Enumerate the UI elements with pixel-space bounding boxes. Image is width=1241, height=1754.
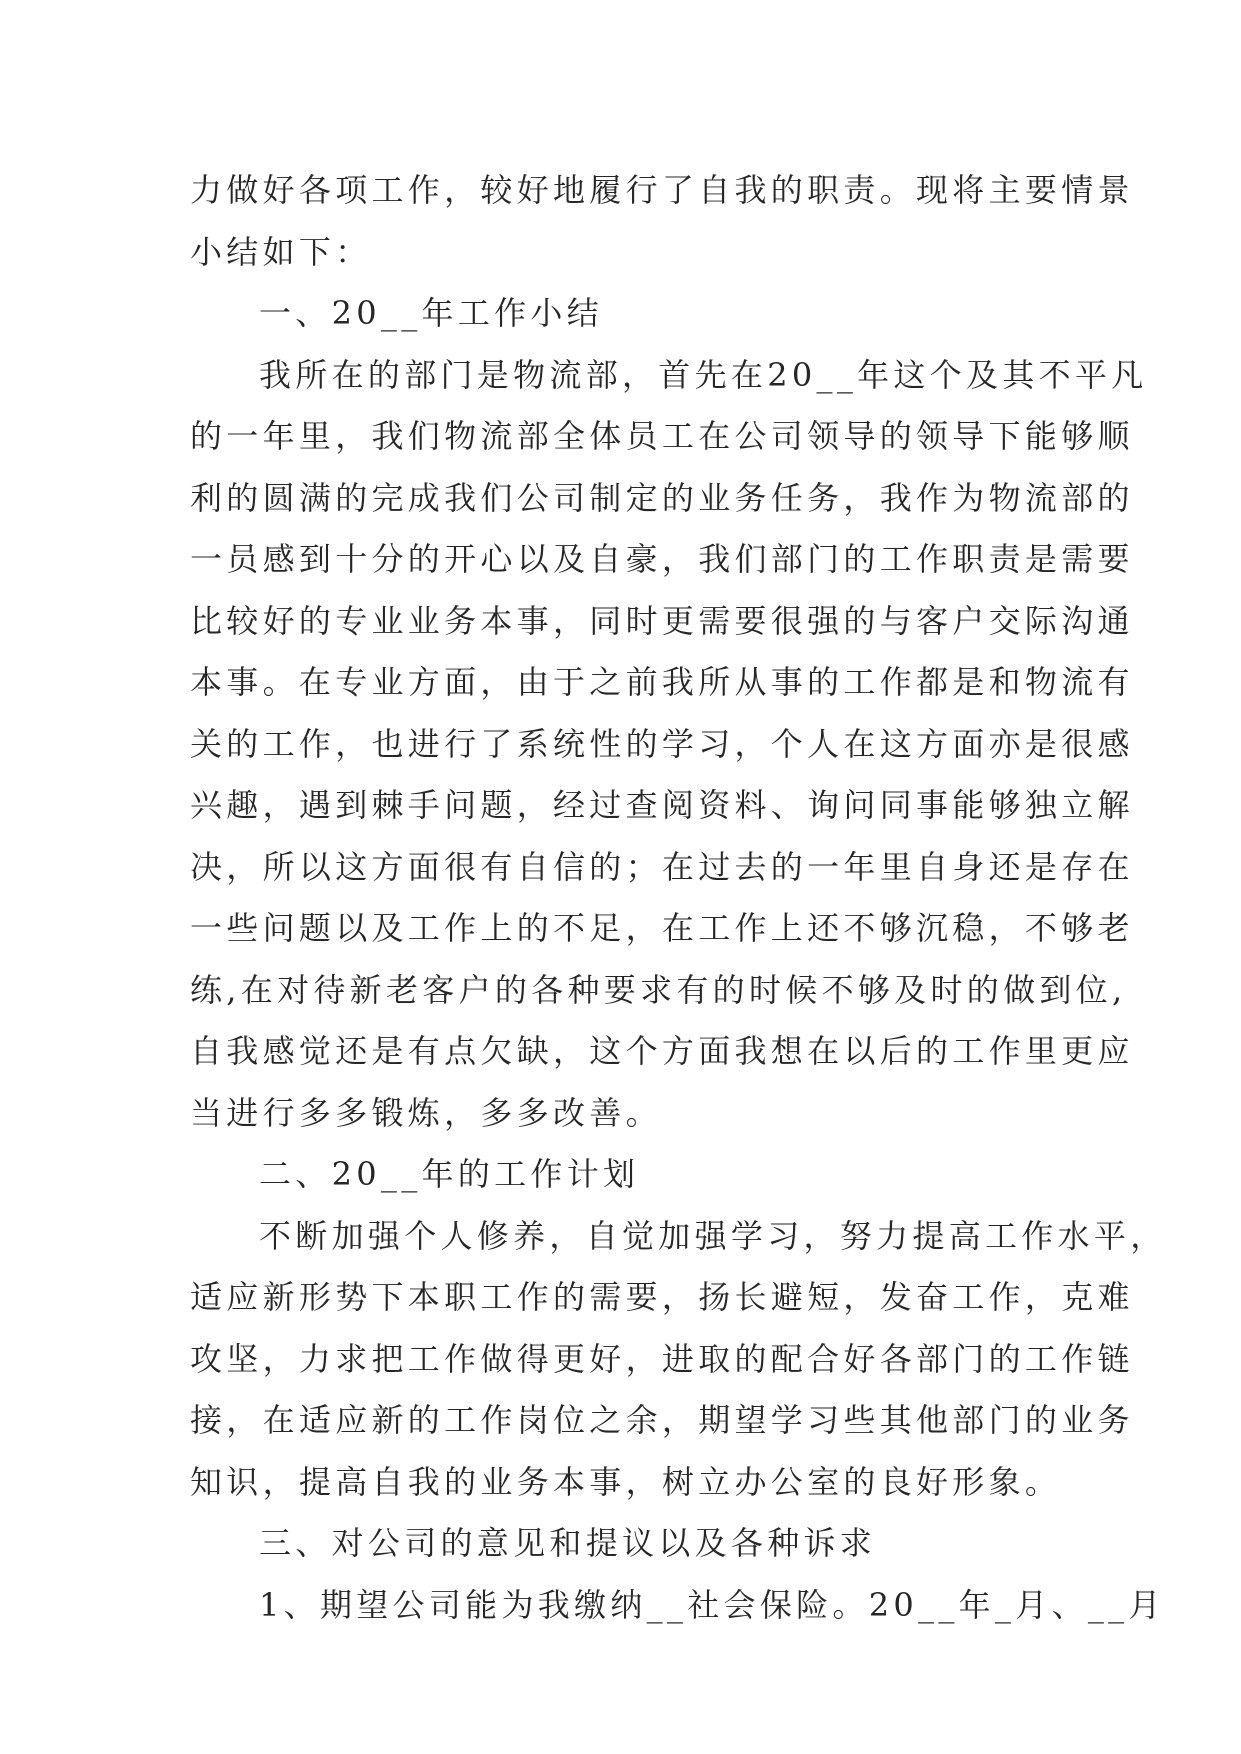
- section-heading-2: 二、20__年的工作计划: [259, 1155, 640, 1193]
- text-line-4: 我所在的部门是物流部，首先在20__年这个及其不平凡: [259, 355, 1148, 394]
- text-line-2: 小结如下：: [190, 232, 372, 271]
- text-line-11: 兴趣，遇到棘手问题，经过查阅资料、询问同事能够独立解: [190, 786, 1134, 824]
- text-line-24: 1、期望公司能为我缴纳__社会保险。20__年_月、__月: [259, 1585, 1165, 1624]
- section-heading-1: 一、20__年工作小结: [259, 294, 604, 332]
- text-line-20: 攻坚，力求把工作做得更好，进取的配合好各部门的工作链: [190, 1339, 1134, 1378]
- text-line-18: 不断加强个人修养，自觉加强学习，努力提高工作水平，: [259, 1216, 1167, 1255]
- text-line-16: 当进行多多锻炼，多多改善。: [190, 1093, 662, 1132]
- text-line-21: 接，在适应新的工作岗位之余，期望学习些其他部门的业务: [190, 1401, 1134, 1439]
- text-line-5: 的一年里，我们物流部全体员工在公司领导的领导下能够顺: [190, 417, 1134, 455]
- text-line-19: 适应新形势下本职工作的需要，扬长避短，发奋工作，克难: [190, 1278, 1134, 1316]
- section-heading-3: 三、对公司的意见和提议以及各种诉求: [259, 1524, 877, 1562]
- text-line-15: 自我感觉还是有点欠缺，这个方面我想在以后的工作里更应: [190, 1032, 1134, 1070]
- text-line-8: 比较好的专业业务本事，同时更需要很强的与客户交际沟通: [190, 601, 1134, 640]
- text-line-9: 本事。在专业方面，由于之前我所从事的工作都是和物流有: [190, 663, 1134, 701]
- text-line-13: 一些问题以及工作上的不足，在工作上还不够沉稳，不够老: [190, 909, 1134, 947]
- text-line-14: 练,在对待新老客户的各种要求有的时候不够及时的做到位,: [190, 970, 1127, 1009]
- document-body: [190, 160, 1167, 1636]
- text-line-12: 决，所以这方面很有自信的；在过去的一年里自身还是存在: [190, 847, 1134, 886]
- text-line-6: 利的圆满的完成我们公司制定的业务任务，我作为物流部的: [190, 478, 1134, 517]
- text-line-7: 一员感到十分的开心以及自豪，我们部门的工作职责是需要: [190, 540, 1134, 578]
- text-line-1: 力做好各项工作，较好地履行了自我的职责。现将主要情景: [190, 171, 1134, 209]
- text-line-22: 知识，提高自我的业务本事，树立办公室的良好形象。: [190, 1462, 1062, 1501]
- text-line-10: 关的工作，也进行了系统性的学习，个人在这方面亦是很感: [190, 724, 1134, 763]
